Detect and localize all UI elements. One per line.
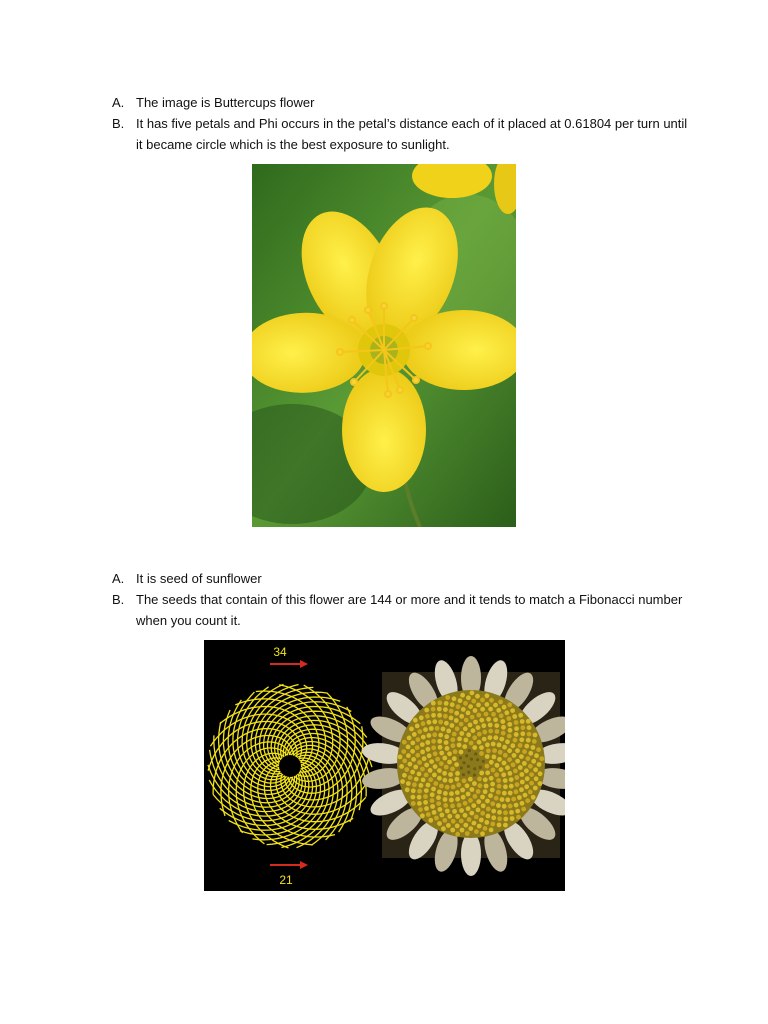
- list-item-text: It is seed of sunflower: [136, 571, 262, 586]
- list-item: [112, 113, 692, 155]
- list-item-text: It has five petals and Phi occurs in the petal’s distance each of it placed at 0.61804 per turn until it became circle which is the best exposure to sunlight.: [136, 116, 688, 152]
- list-marker: A.: [112, 95, 125, 110]
- list-item: [112, 92, 692, 113]
- list-item: [112, 568, 692, 589]
- sunflower-seed-figure: [204, 640, 565, 891]
- list-marker: B.: [112, 592, 125, 607]
- list-marker: B.: [112, 116, 125, 131]
- sunflower-seed-head-photo: [361, 656, 565, 876]
- bullet-list-sunflower: [112, 568, 692, 631]
- spiral-count-top-label: 34: [273, 645, 287, 659]
- list-marker: A.: [112, 571, 125, 586]
- buttercup-flower-photo: [252, 164, 516, 527]
- bullet-list-buttercup: [112, 92, 692, 155]
- list-item-text: The image is Buttercups flower: [136, 95, 315, 110]
- list-item: [112, 589, 692, 631]
- spiral-count-bottom-label: 21: [279, 873, 293, 887]
- list-item-text: The seeds that contain of this flower are 144 or more and it tends to match a Fibonacci number when you count it.: [136, 592, 683, 628]
